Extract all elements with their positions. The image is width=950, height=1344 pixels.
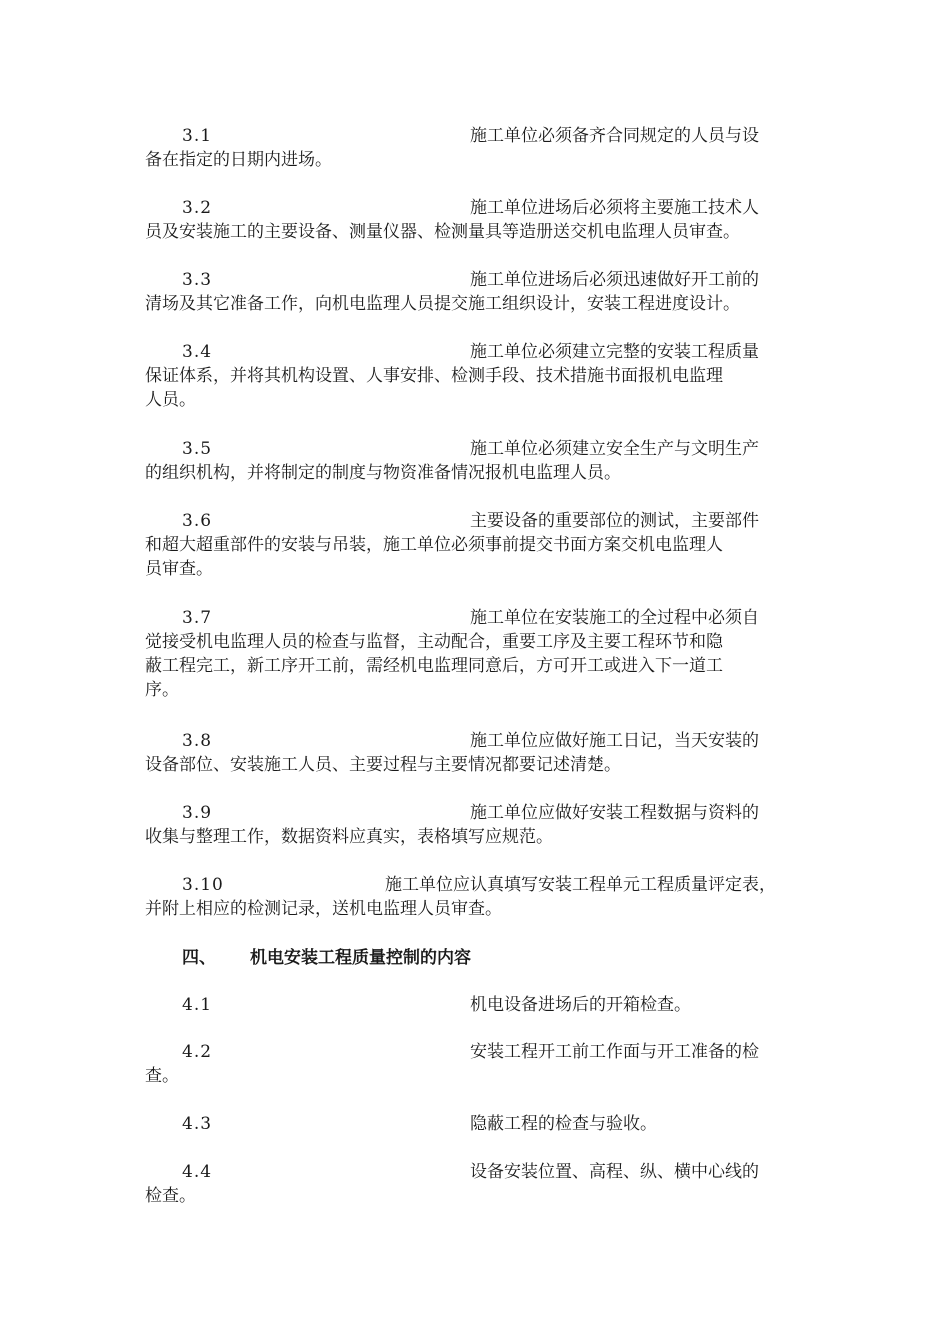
clause-text-line: 保证体系，并将其机构设置、人事安排、检测手段、技术措施书面报机电监理: [145, 366, 723, 386]
clause-lead-text: 施工单位必须建立完整的安装工程质量: [470, 342, 759, 362]
clause-number: 4.1: [182, 995, 213, 1015]
clause-3-7: [145, 606, 815, 702]
clause-text-line: 备在指定的日期内进场。: [145, 150, 332, 170]
clause-4-4: [145, 1160, 815, 1208]
clause-text-line: 查。: [145, 1066, 179, 1086]
clause-text-line: 并附上相应的检测记录，送机电监理人员审查。: [145, 899, 502, 919]
clause-lead-text: 施工单位应做好施工日记，当天安装的: [470, 731, 759, 751]
clause-number: 3.9: [182, 803, 213, 823]
clause-text-line: 设备部位、安装施工人员、主要过程与主要情况都要记述清楚。: [145, 755, 621, 775]
clause-lead-text: 主要设备的重要部位的测试，主要部件: [470, 511, 759, 531]
clause-lead-text: 施工单位在安装施工的全过程中必须自: [470, 608, 759, 628]
clause-lead-text: 施工单位进场后必须将主要施工技术人: [470, 198, 759, 218]
section-title: 机电安装工程质量控制的内容: [250, 948, 471, 968]
clause-lead-text: 施工单位应认真填写安装工程单元工程质量评定表，: [385, 875, 776, 895]
clause-text-line: 人员。: [145, 390, 196, 410]
clause-3-5: [145, 437, 815, 485]
clause-lead-text: 机电设备进场后的开箱检查。: [470, 995, 691, 1015]
clause-number: 3.5: [182, 439, 213, 459]
clause-lead-text: 施工单位必须备齐合同规定的人员与设: [470, 126, 759, 146]
clause-number: 3.8: [182, 731, 213, 751]
clause-number: 3.7: [182, 608, 213, 628]
clause-lead-text: 施工单位应做好安装工程数据与资料的: [470, 803, 759, 823]
clause-3-3: [145, 268, 815, 316]
clause-text-line: 清场及其它准备工作，向机电监理人员提交施工组织设计，安装工程进度设计。: [145, 294, 740, 314]
clause-3-6: [145, 509, 815, 581]
clause-number: 4.4: [182, 1162, 213, 1182]
clause-3-1: [145, 124, 815, 172]
clause-number: 3.10: [182, 875, 224, 895]
clause-4-3: [145, 1112, 815, 1136]
clause-lead-text: 施工单位必须建立安全生产与文明生产: [470, 439, 759, 459]
clause-number: 4.3: [182, 1114, 213, 1134]
clause-3-8: [145, 729, 815, 777]
clause-number: 3.2: [182, 198, 213, 218]
clause-3-2: [145, 196, 815, 244]
clause-text-line: 蔽工程完工，新工序开工前，需经机电监理同意后，方可开工或进入下一道工: [145, 656, 723, 676]
clause-number: 3.4: [182, 342, 213, 362]
section-heading: [182, 946, 471, 970]
clause-text-line: 检查。: [145, 1186, 196, 1206]
clause-text-line: 员审查。: [145, 559, 213, 579]
clause-4-1: [145, 993, 815, 1017]
clause-number: 3.6: [182, 511, 213, 531]
clause-4-2: [145, 1040, 815, 1088]
clause-3-9: [145, 801, 815, 849]
clause-3-10: [145, 873, 815, 921]
clause-text-line: 和超大超重部件的安装与吊装，施工单位必须事前提交书面方案交机电监理人: [145, 535, 723, 555]
clause-lead-text: 隐蔽工程的检查与验收。: [470, 1114, 657, 1134]
clause-number: 3.1: [182, 126, 213, 146]
clause-number: 3.3: [182, 270, 213, 290]
clause-lead-text: 施工单位进场后必须迅速做好开工前的: [470, 270, 759, 290]
clause-text-line: 收集与整理工作，数据资料应真实，表格填写应规范。: [145, 827, 553, 847]
clause-text-line: 序。: [145, 680, 179, 700]
clause-text-line: 的组织机构，并将制定的制度与物资准备情况报机电监理人员。: [145, 463, 621, 483]
clause-text-line: 员及安装施工的主要设备、测量仪器、检测量具等造册送交机电监理人员审查。: [145, 222, 740, 242]
clause-3-4: [145, 340, 815, 412]
clause-lead-text: 安装工程开工前工作面与开工准备的检: [470, 1042, 759, 1062]
clause-text-line: 觉接受机电监理人员的检查与监督，主动配合，重要工序及主要工程环节和隐: [145, 632, 723, 652]
clause-number: 4.2: [182, 1042, 213, 1062]
clause-lead-text: 设备安装位置、高程、纵、横中心线的: [470, 1162, 759, 1182]
section-number: 四、: [182, 948, 216, 968]
